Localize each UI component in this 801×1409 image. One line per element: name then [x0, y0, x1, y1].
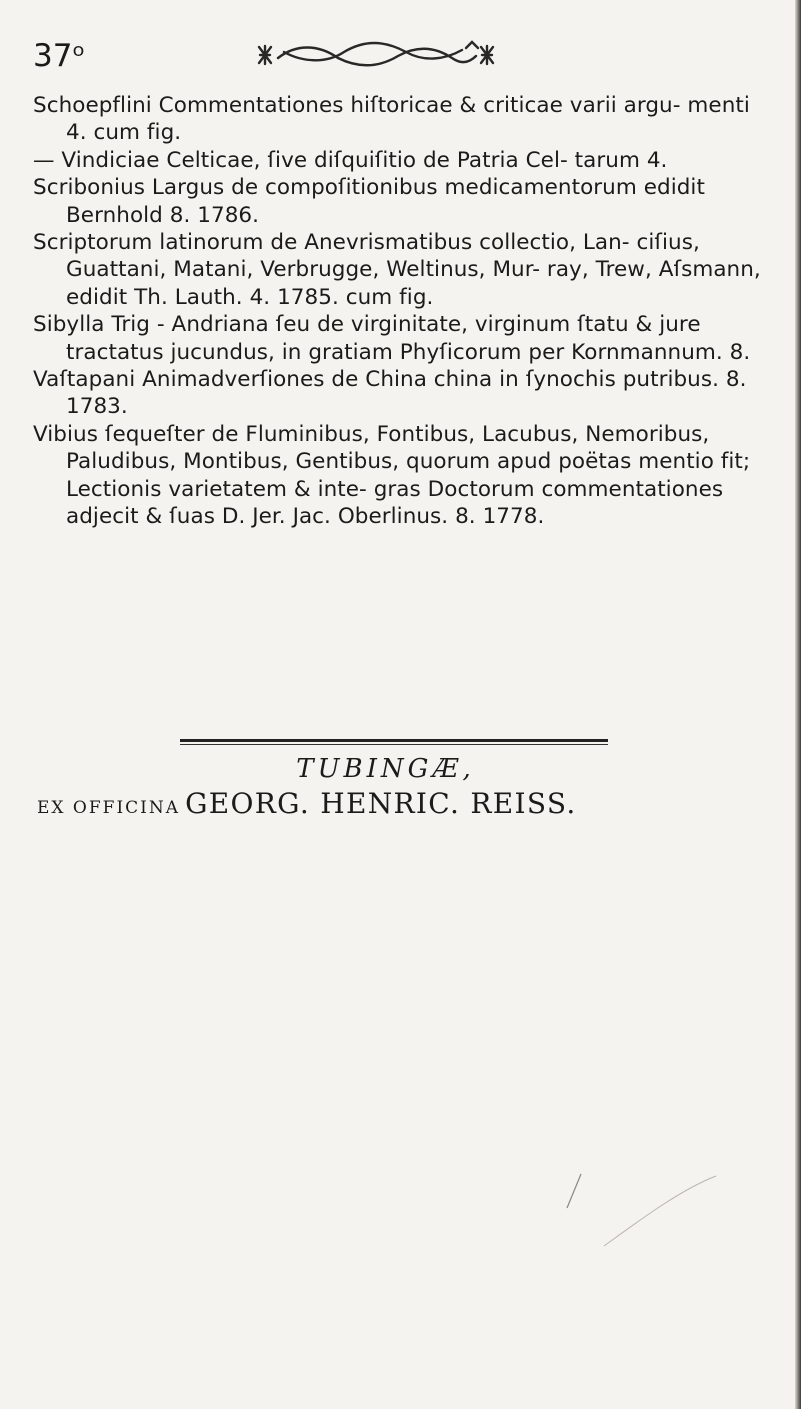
- catalogue-entry: Sibylla Trig - Andriana ſeu de virginitate, virginum ſtatu & jure tractatus jucundus, in gratiam Phyſicorum per Kornmannum. 8.: [33, 312, 751, 365]
- catalogue-entry: Scriptorum latinorum de Anevrismatibus collectio, Lan- ciſius, Guattani, Matani, Verbrugge, Weltinus, Mur- ray, Trew, Aſsmann, edidit Th. Lauth. 4. 1785. cum fig.: [33, 230, 761, 310]
- catalogue-entry: Schoepflini Commentationes hiſtoricae & criticae varii argu- menti 4. cum fig.: [33, 93, 750, 146]
- catalogue-entry: Vaſtapani Animadverſiones de China china in ſynochis putribus. 8. 1783.: [33, 367, 747, 420]
- imprint-prefix: EX OFFICINA: [37, 798, 181, 818]
- page-number: 37ᵒ: [33, 38, 86, 74]
- catalogue-entry: Vibius ſequeſter de Fluminibus, Fontibus, Lacubus, Nemoribus, Paludibus, Montibus, Gentibus, quorum apud poëtas mentio fit; Lectionis varietatem & inte- gras Doctorum commentationes adjecit & ſuas D. Jer. Jac. Oberlinus. 8. 1778.: [33, 421, 751, 530]
- stray-mark: [565, 1170, 585, 1210]
- catalogue-entries: [33, 92, 773, 531]
- catalogue-entry: Scribonius Largus de compoſitionibus medicamentorum edidit Bernhold 8. 1786.: [33, 175, 705, 228]
- imprint-printer: GEORG. HENRIC. REISS.: [185, 787, 577, 820]
- imprint-line: [37, 787, 577, 820]
- divider-rule: [180, 739, 608, 742]
- page-edge-shadow: [795, 0, 801, 1409]
- divider-rule-thin: [180, 744, 608, 745]
- imprint-city: TUBINGÆ,: [296, 754, 475, 784]
- catalogue-entry: — Vindiciae Celticae, ſive diſquiſitio de Patria Cel- tarum 4.: [33, 147, 668, 173]
- stray-pencil-mark: [600, 1170, 720, 1250]
- ornament-icon: [256, 38, 496, 76]
